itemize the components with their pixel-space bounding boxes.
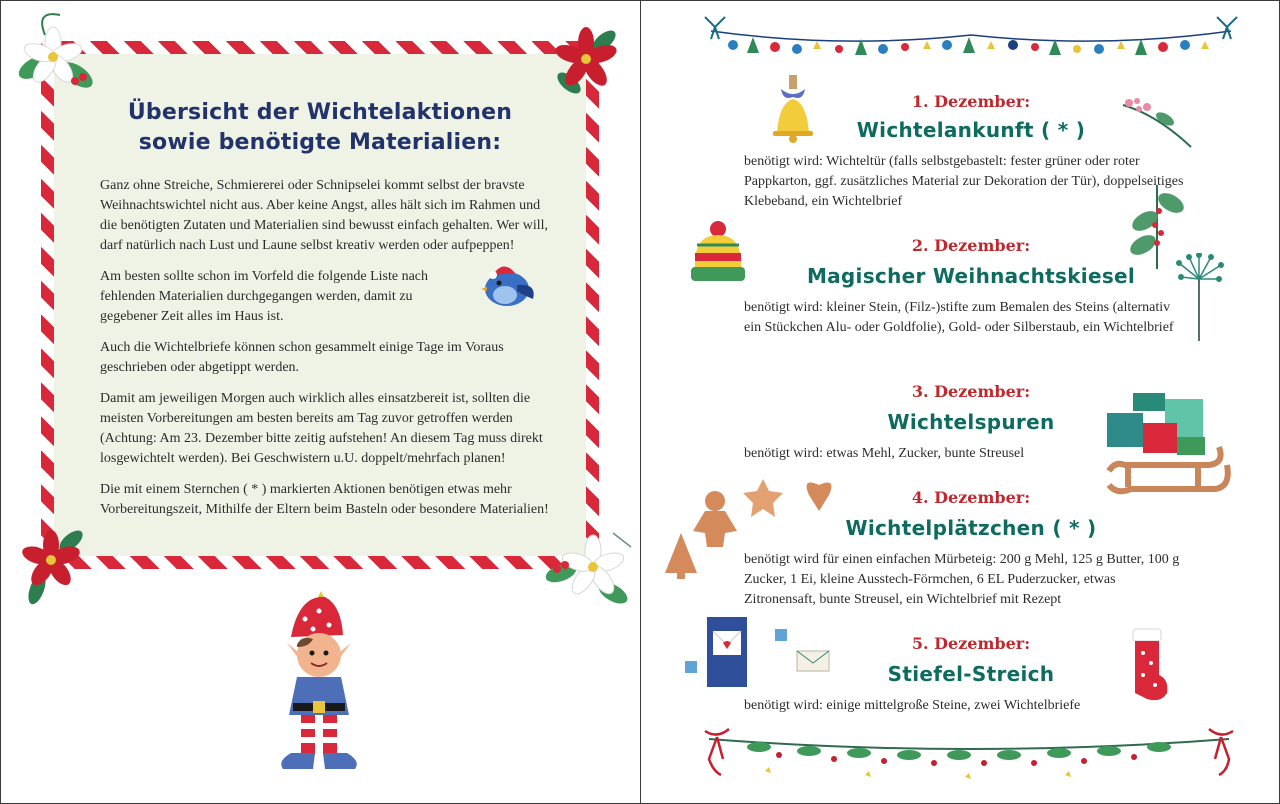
entry-title: Wichtelankunft ( * ) (856, 118, 1086, 142)
garland-icon (701, 9, 1241, 69)
elf-icon (269, 585, 369, 785)
entry-materials: benötigt wird für einen einfachen Mürbeteig: 200 g Mehl, 125 g Butter, 100 g Zucker, 1 Ei, kleine Ausstech-Förmchen, 6 EL Puderzucker, etwas Zitronensaft, bunte Streusel, ein Wichtelbrief mit Rezept (744, 552, 1180, 607)
paragraph-asterisk-note: Die mit einem Sternchen ( * ) markierten Aktionen benötigen etwas mehr Vorbereitungszeit, Mithilfe der Eltern beim Basteln oder besondere Materialien! (100, 482, 549, 517)
paragraph-letters: Auch die Wichtelbriefe können schon gesammelt einige Tage im Voraus geschrieben oder abgetippt werden. (100, 340, 504, 375)
entry-materials: benötigt wird: einige mittelgroße Steine, zwei Wichtelbriefe (744, 698, 1081, 713)
entry-materials: benötigt wird: etwas Mehl, Zucker, bunte Streusel (744, 446, 1025, 461)
overview-title (54, 98, 586, 158)
entry-date: 4. Dezember: (911, 488, 1031, 507)
poinsettia-icon (21, 523, 85, 607)
poinsettia-icon (549, 21, 623, 101)
entry-date: 5. Dezember: (911, 634, 1031, 653)
bluebird-icon (477, 255, 541, 313)
entry-date: 3. Dezember: (911, 382, 1031, 401)
entry-date: 1. Dezember: (911, 92, 1031, 111)
paragraph-intro: Ganz ohne Streiche, Schmiererei oder Schnipselei kommt selbst der bravste Weihnachtswichtel nicht aus. Aber keine Angst, alles hält sich im Rahmen und die benötigten Zutaten und Materialien sind bewusst einfach gehalten. Wer will, darf natürlich nach Lust und Laune selbst kreativ werden oder aufpeppen! (100, 178, 549, 253)
entry-materials: benötigt wird: kleiner Stein, (Filz-)stifte zum Bemalen des Steins (alternativ ein Stückchen Alu- oder Goldfolie), Gold- oder Silberstaub, ein Wichtelbrief (744, 300, 1174, 335)
entry-dec-1 (744, 92, 1184, 212)
entry-title: Magischer Weihnachtskiesel (806, 264, 1136, 288)
entry-date: 2. Dezember: (911, 236, 1031, 255)
entry-title: Wichtelplätzchen ( * ) (845, 516, 1097, 540)
entry-dec-4 (744, 488, 1184, 612)
knit-hat-icon (685, 219, 751, 285)
overview-title-line1: Übersicht der Wichtelaktionen (127, 100, 513, 125)
overview-text (100, 176, 556, 531)
paragraph-preparation: Damit am jeweiligen Morgen auch wirklich alles einsatzbereit ist, sollten die meisten Vorbereitungen am besten bereits am Tag zuvor getroffen werden (Achtung: Am 23. Dezember bitte zeitig aufstehen! An diesem Tag muss direkt losgewichtelt werden). Bei Geschwistern u.U. doppelt/mehrfach planen! (100, 391, 543, 466)
overview-title-line2: sowie benötigte Materialien: (138, 130, 502, 155)
entry-dec-5 (744, 634, 1184, 718)
paragraph-checklist: Am besten sollte schon im Vorfeld die folgende Liste nach fehlenden Materialien durchgegangen werden, damit zu gegebener Zeit alles im Haus ist. (100, 269, 429, 324)
poinsettia-icon (5, 5, 101, 97)
poinsettia-icon (543, 523, 635, 609)
entry-materials: benötigt wird: Wichteltür (falls selbstgebastelt: fester grüner oder roter Pappkarton, ggf. zusätzliches Material zur Dekoration der Tür), doppelseitiges Klebeband, ein Wichtelbrief (744, 154, 1184, 209)
entry-dec-3 (744, 382, 1184, 466)
entry-title: Stiefel-Streich (887, 662, 1055, 686)
entry-title: Wichtelspuren (887, 410, 1055, 434)
holly-garland-icon (699, 725, 1239, 785)
entry-dec-2 (744, 236, 1184, 358)
